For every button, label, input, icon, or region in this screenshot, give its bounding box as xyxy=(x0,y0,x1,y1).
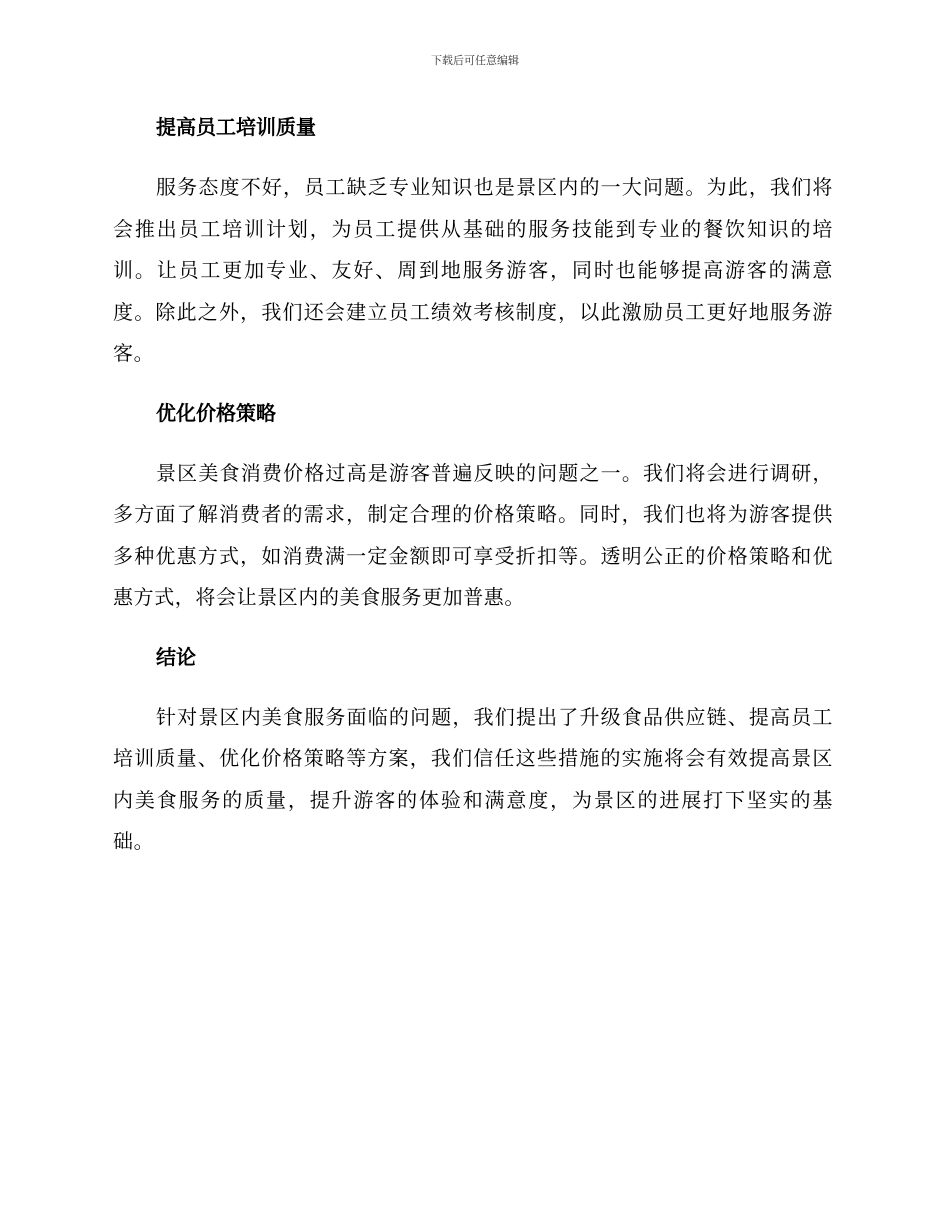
section-heading-conclusion: 结论 xyxy=(156,644,196,669)
section-heading-training: 提高员工培训质量 xyxy=(156,115,316,139)
section-paragraph-pricing: 景区美食消费价格过高是游客普遍反映的问题之一。我们将会进行调研，多方面了解消费者的需求，制定合理的价格策略。同时，我们也将为游客提供多种优惠方式，如消费满一定金额即可享受折扣等。透明公正的价格策略和优惠方式，将会让景区内的美食服务更加普惠。 xyxy=(113,460,833,609)
section-paragraph-training: 服务态度不好，员工缺乏专业知识也是景区内的一大问题。为此，我们将会推出员工培训计划，为员工提供从基础的服务技能到专业的餐饮知识的培训。让员工更加专业、友好、周到地服务游客，同时也能够提高游客的满意度。除此之外，我们还会建立员工绩效考核制度，以此激励员工更好地服务游客。 xyxy=(113,175,833,365)
section-paragraph-conclusion: 针对景区内美食服务面临的问题，我们提出了升级食品供应链、提高员工培训质量、优化价格策略等方案，我们信任这些措施的实施将会有效提高景区内美食服务的质量，提升游客的体验和满意度，为景区的进展打下坚实的基础。 xyxy=(113,704,833,853)
header-note: 下载后可任意编辑 xyxy=(431,54,519,67)
document-body xyxy=(113,112,833,863)
section-heading-pricing: 优化价格策略 xyxy=(156,400,276,425)
